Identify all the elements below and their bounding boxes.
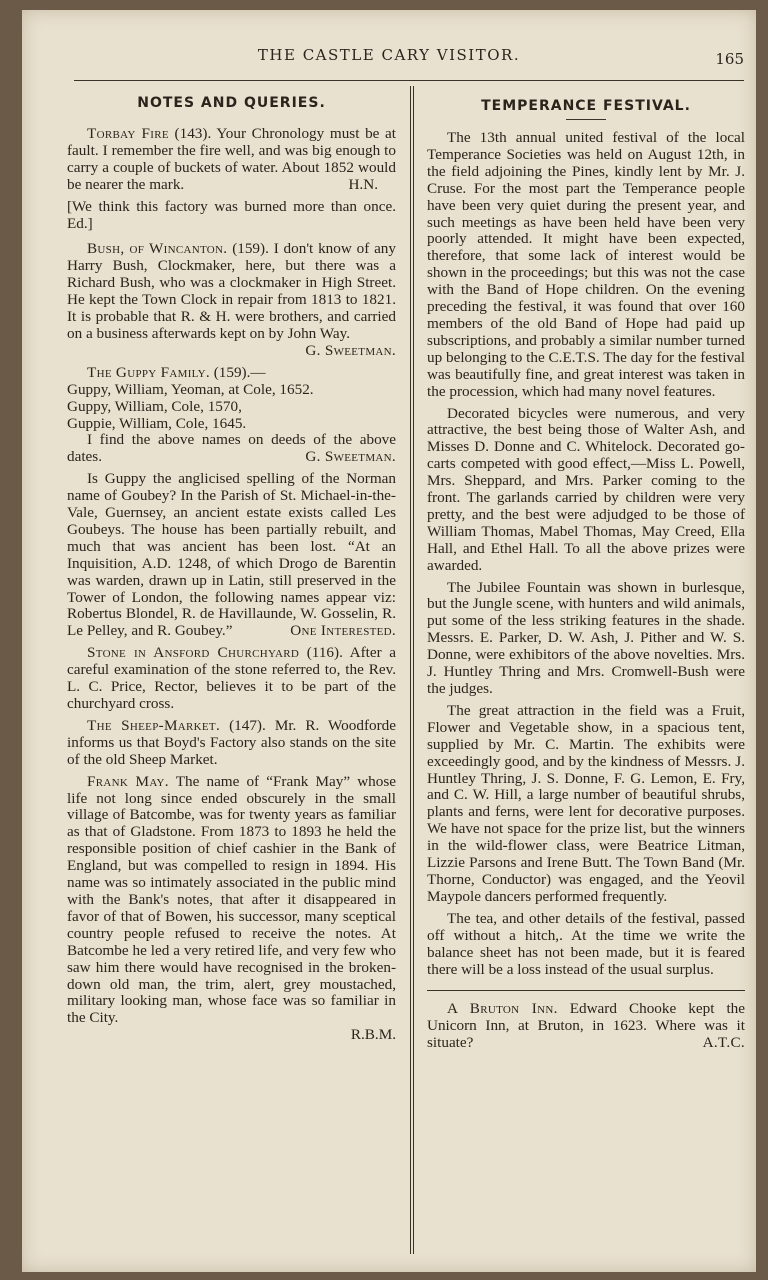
column-rule-double bbox=[413, 86, 414, 1254]
torbay-fire-entry bbox=[67, 126, 396, 194]
notes-and-queries-column bbox=[67, 92, 396, 1049]
guppy-body: I find the above names on deeds of the above dates. bbox=[67, 431, 396, 466]
goubey-signature: One Interested. bbox=[290, 622, 396, 640]
frank-body: The name of “Frank May” whose life not long since ended obscurely in the small village of Batcombe, was for twenty years as familiar as that of Gladstone. From 1873 to 1893 he held the responsible position of chief cashier in the Bank of England, but was compelled to resign in 1894. His name was so intimately associated in the public mind with the Bank's notes, that after it disappeared in favor of that of Bowen, his successor, many sceptical country people refused to receive the notes. At Batcombe he led a very retired life, and very few who saw him there would have recognised in the broken-down old man, the trim, alert, grey moustached, military looking man, whose face was so familiar in the City. bbox=[67, 772, 396, 1027]
festival-paragraph-4: The great attraction in the field was a Fruit, Flower and Vegetable show, in a spacious tent, supplied by Mr. C. Martin. The exhibits were exceedingly good, and by the kindness of Messrs. J. Huntley Thring, J. S. Donne, F. G. Lemon, E. Fry, and C. W. Hill, a large number of beautiful shrubs, plants and ferns, were lent for decorative purposes. We have not space for the prize list, but the winners in the wild-flower class, were Beatrice Litman, Lizzie Parsons and Irene Butt. The Town Band (Mr. Thorne, Conductor) was engaged, and the Yeovil Maypole dancers performed frequently. bbox=[427, 701, 745, 905]
torbay-signature: H.N. bbox=[348, 175, 378, 193]
festival-paragraph-5: The tea, and other details of the festival, passed off without a hitch,. At the time we write the balance sheet has not been made, but it is feared there will be a loss instead of the usual surplus. bbox=[427, 909, 745, 978]
stone-title: Stone in Ansford Churchyard bbox=[87, 644, 300, 662]
goubey-entry bbox=[67, 471, 396, 640]
stone-entry bbox=[67, 645, 396, 713]
frank-signature: R.B.M. bbox=[350, 1026, 396, 1044]
temperance-heading: TEMPERANCE FESTIVAL. bbox=[481, 98, 691, 114]
torbay-title: Torbay Fire bbox=[87, 125, 169, 142]
sheep-body: Mr. R. Woodforde informs us that Boyd's Factory also stands on the site of the old Sheep Market. bbox=[67, 716, 396, 768]
editor-note: [We think this factory was burned more than once. Ed.] bbox=[67, 197, 396, 232]
inn-title: A Bruton Inn. bbox=[447, 1000, 558, 1018]
guppy-title: The Guppy Family. bbox=[87, 363, 210, 381]
frank-may-entry bbox=[67, 774, 396, 1045]
guppy-signature: G. Sweetman. bbox=[305, 448, 396, 466]
guppy-line-3: Guppie, William, Cole, 1645. bbox=[67, 414, 247, 432]
guppy-line-2: Guppy, William, Cole, 1570, bbox=[67, 397, 242, 415]
header-rule bbox=[74, 80, 744, 81]
sheep-market-entry bbox=[67, 718, 396, 769]
page bbox=[22, 10, 756, 1272]
notes-heading: NOTES AND QUERIES. bbox=[137, 95, 326, 111]
page-number: 165 bbox=[715, 50, 744, 68]
festival-paragraph-2: Decorated bicycles were numerous, and very attractive, the best being those of Walter Ash, and Misses D. Donne and C. Whitelock. Decorated go-carts competed with good effect,—Miss L. Powell, Mrs. Sheppard, and Mrs. Parker coming to the front. The garlands carried by children were very pretty, and the best were adjudged to be those of William Thomas, Mabel Thomas, May Creed, Ella Hall, and Ethel Hall. To all the above prizes were awarded. bbox=[427, 404, 745, 574]
heading-rule bbox=[566, 119, 606, 120]
torbay-ref: (143). bbox=[174, 125, 212, 142]
bush-signature: G. Sweetman. bbox=[305, 341, 396, 359]
guppy-entry bbox=[67, 365, 396, 382]
column-rule bbox=[410, 86, 411, 1254]
inn-signature: A.T.C. bbox=[702, 1034, 745, 1052]
torbay-body: Your Chronology must be at fault. I remember the fire well, and was big enough to carry a couple of buckets of water. About 1852 would be nearer the mark. bbox=[67, 125, 397, 193]
running-head bbox=[22, 42, 756, 72]
bush-title: Bush, of Wincanton. bbox=[87, 240, 228, 258]
temperance-festival-column bbox=[427, 95, 745, 1057]
guppy-note bbox=[67, 432, 396, 466]
running-title: THE CASTLE CARY VISITOR. bbox=[257, 46, 521, 64]
stone-ref: (116). bbox=[306, 644, 343, 662]
sheep-ref: (147). bbox=[229, 716, 266, 734]
festival-paragraph-1: The 13th annual united festival of the local Temperance Societies was held on August 12th, in the field adjoining the Pines, kindly lent by Mr. J. Cruse. For the most part the Temperance people have been very quiet during the present year, and such meetings as have been held have been very poorly attended. It might have been expected, therefore, that some lack of interest would be shown in the proceedings; but this was not the case with the Band of Hope children. On the evening preceding the festival, it was found that over 160 members of the old Band of Hope had paid up subscriptions, and probably a similar number turned up belonging to the C.E.T.S. The day for the festival was beautifully fine, and great interest was taken in the procession, which had many novel features. bbox=[427, 129, 745, 400]
frank-title: Frank May. bbox=[87, 772, 169, 790]
inn-rule bbox=[427, 990, 745, 991]
inn-body: Edward Chooke kept the Unicorn Inn, at Bruton, in 1623. Where was it situate? bbox=[427, 1000, 746, 1052]
stone-body: After a careful examination of the stone referred to, the Rev. L. C. Price, Rector, believes it to be part of the churchyard cross. bbox=[67, 644, 396, 712]
bush-ref: (159). bbox=[232, 240, 269, 258]
bush-body: I don't know of any Harry Bush, Clockmaker, here, but there was a Richard Bush, who was a clockmaker in High Street. He kept the Town Clock in repair from 1813 to 1821. It is probable that R. & H. were brothers, and carried on a business afterwards kept on by John Way. bbox=[67, 240, 396, 342]
sheep-title: The Sheep-Market. bbox=[87, 716, 221, 734]
guppy-line-1: Guppy, William, Yeoman, at Cole, 1652. bbox=[67, 380, 314, 398]
goubey-body: Is Guppy the anglicised spelling of the Norman name of Goubey? In the Parish of St. Michael-in-the-Vale, Guernsey, an ancient estate exists called Les Goubeys. The house has been partially rebuilt, and much that was ancient has been lost. “At an Inquisition, A.D. 1248, of which Drogo de Barentin was warden, drawn up in Latin, still preserved in the Tower of London, the following names appear viz: Robertus Blondel, R. de Havillaunde, W. Gosselin, R. Le Pelley, and R. Goubey.” bbox=[67, 470, 396, 640]
bush-entry bbox=[67, 241, 396, 359]
guppy-ref: (159).— bbox=[213, 363, 266, 381]
festival-paragraph-3: The Jubilee Fountain was shown in burlesque, but the Jungle scene, with hunters and wild animals, put some of the less striking features in the shade. Messrs. E. Parker, D. W. Ash, J. Pither and W. S. Donne, were exhibitors of the above novelties. Mrs. J. Huntley Thring and Mrs. Cromwell-Bush were the judges. bbox=[427, 578, 745, 697]
bruton-inn-entry bbox=[427, 1001, 745, 1052]
